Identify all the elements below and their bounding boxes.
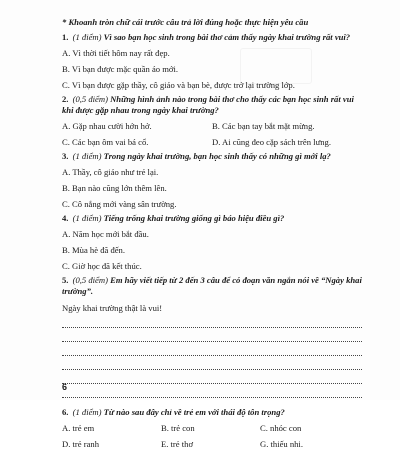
- option-c[interactable]: C. nhóc con: [260, 423, 302, 433]
- question-points: (0,5 điểm): [72, 94, 108, 104]
- question-text: Từ nào sau đây chỉ về trẻ em với thái độ tôn trọng?: [103, 407, 285, 417]
- question-6: [62, 407, 362, 450]
- answer-line[interactable]: [62, 359, 362, 370]
- question-1: [62, 32, 362, 91]
- option-b[interactable]: B. Vì bạn được mặc quần áo mới.: [62, 64, 178, 74]
- option-b[interactable]: B. Các bạn tay bắt mặt mừng.: [212, 121, 315, 131]
- instruction: * Khoanh tròn chữ cái trước câu trả lời đúng hoặc thực hiện yêu cầu: [62, 17, 309, 27]
- answer-line[interactable]: [62, 317, 362, 328]
- question-number: 6.: [62, 407, 69, 417]
- option-a[interactable]: A. trẻ em: [62, 423, 95, 433]
- question-number: 3.: [62, 151, 69, 161]
- answer-line[interactable]: [62, 387, 362, 398]
- question-2: [62, 94, 362, 148]
- question-number: 4.: [62, 213, 69, 223]
- question-points: (1 điểm): [72, 32, 102, 42]
- option-d[interactable]: D. Ai cũng đeo cặp sách trên lưng.: [212, 137, 331, 147]
- option-e[interactable]: E. trẻ thơ: [161, 439, 193, 449]
- option-c[interactable]: C. Vì bạn được gặp thầy, cô giáo và bạn bè, được trở lại trường lớp.: [62, 80, 295, 90]
- option-row: [62, 137, 362, 148]
- question-points: (1 điểm): [72, 407, 102, 417]
- option-a[interactable]: A. Thầy, cô giáo như trẻ lại.: [62, 167, 159, 177]
- option-c[interactable]: C. Các bạn ôm vai bá cổ.: [62, 137, 149, 147]
- worksheet-content: [62, 17, 362, 450]
- option-g[interactable]: G. thiếu nhi.: [260, 439, 303, 449]
- answer-line[interactable]: [62, 345, 362, 356]
- option-b[interactable]: B. trẻ con: [161, 423, 195, 433]
- question-points: (1 điểm): [72, 151, 102, 161]
- option-a[interactable]: A. Năm học mới bắt đầu.: [62, 229, 149, 239]
- option-row: [62, 423, 362, 434]
- option-a[interactable]: A. Gặp nhau cười hớn hở.: [62, 121, 152, 131]
- question-points: (0,5 điểm): [72, 275, 108, 285]
- question-text: Tiếng trống khai trường giống gì báo hiệu điều gì?: [103, 213, 285, 223]
- question-text: Trong ngày khai trường, bạn học sinh thấy có những gì mới lạ?: [103, 151, 331, 161]
- option-b[interactable]: B. Mùa hè đã đến.: [62, 245, 126, 255]
- question-3-head: [62, 151, 362, 162]
- option-row: [62, 121, 362, 132]
- option-c[interactable]: C. Cô nắng mới vàng sân trường.: [62, 199, 177, 209]
- question-points: (1 điểm): [72, 213, 102, 223]
- question-5-head: [62, 275, 362, 297]
- question-4: [62, 213, 362, 272]
- question-4-head: [62, 213, 362, 224]
- question-number: 1.: [62, 32, 69, 42]
- page-number: 6: [62, 382, 68, 392]
- question-text: Em hãy viết tiếp từ 2 đến 3 câu để có đoạn văn ngắn nói về “Ngày khai trường”.: [62, 275, 362, 296]
- question-5: [62, 275, 362, 398]
- option-row: [62, 439, 362, 450]
- question-number: 5.: [62, 275, 69, 285]
- question-1-head: [62, 32, 362, 43]
- answer-line[interactable]: [62, 331, 362, 342]
- option-b[interactable]: B. Bạn nào cũng lớn thêm lên.: [62, 183, 167, 193]
- answer-line[interactable]: [62, 373, 362, 384]
- sample-sentence: Ngày khai trường thật là vui!: [62, 303, 163, 313]
- option-d[interactable]: D. trẻ ranh: [62, 439, 99, 449]
- question-text: Vì sao bạn học sinh trong bài thơ cảm thấy ngày khai trường rất vui?: [103, 32, 351, 42]
- option-c[interactable]: C. Giờ học đã kết thúc.: [62, 261, 142, 271]
- question-3: [62, 151, 362, 210]
- question-6-head: [62, 407, 362, 418]
- question-2-head: [62, 94, 362, 116]
- option-a[interactable]: A. Vì thời tiết hôm nay rất đẹp.: [62, 48, 170, 58]
- question-number: 2.: [62, 94, 69, 104]
- question-text: Những hình ảnh nào trong bài thơ cho thấy các bạn học sinh rất vui khi được gặp nhau trong ngày khai trường?: [62, 94, 354, 115]
